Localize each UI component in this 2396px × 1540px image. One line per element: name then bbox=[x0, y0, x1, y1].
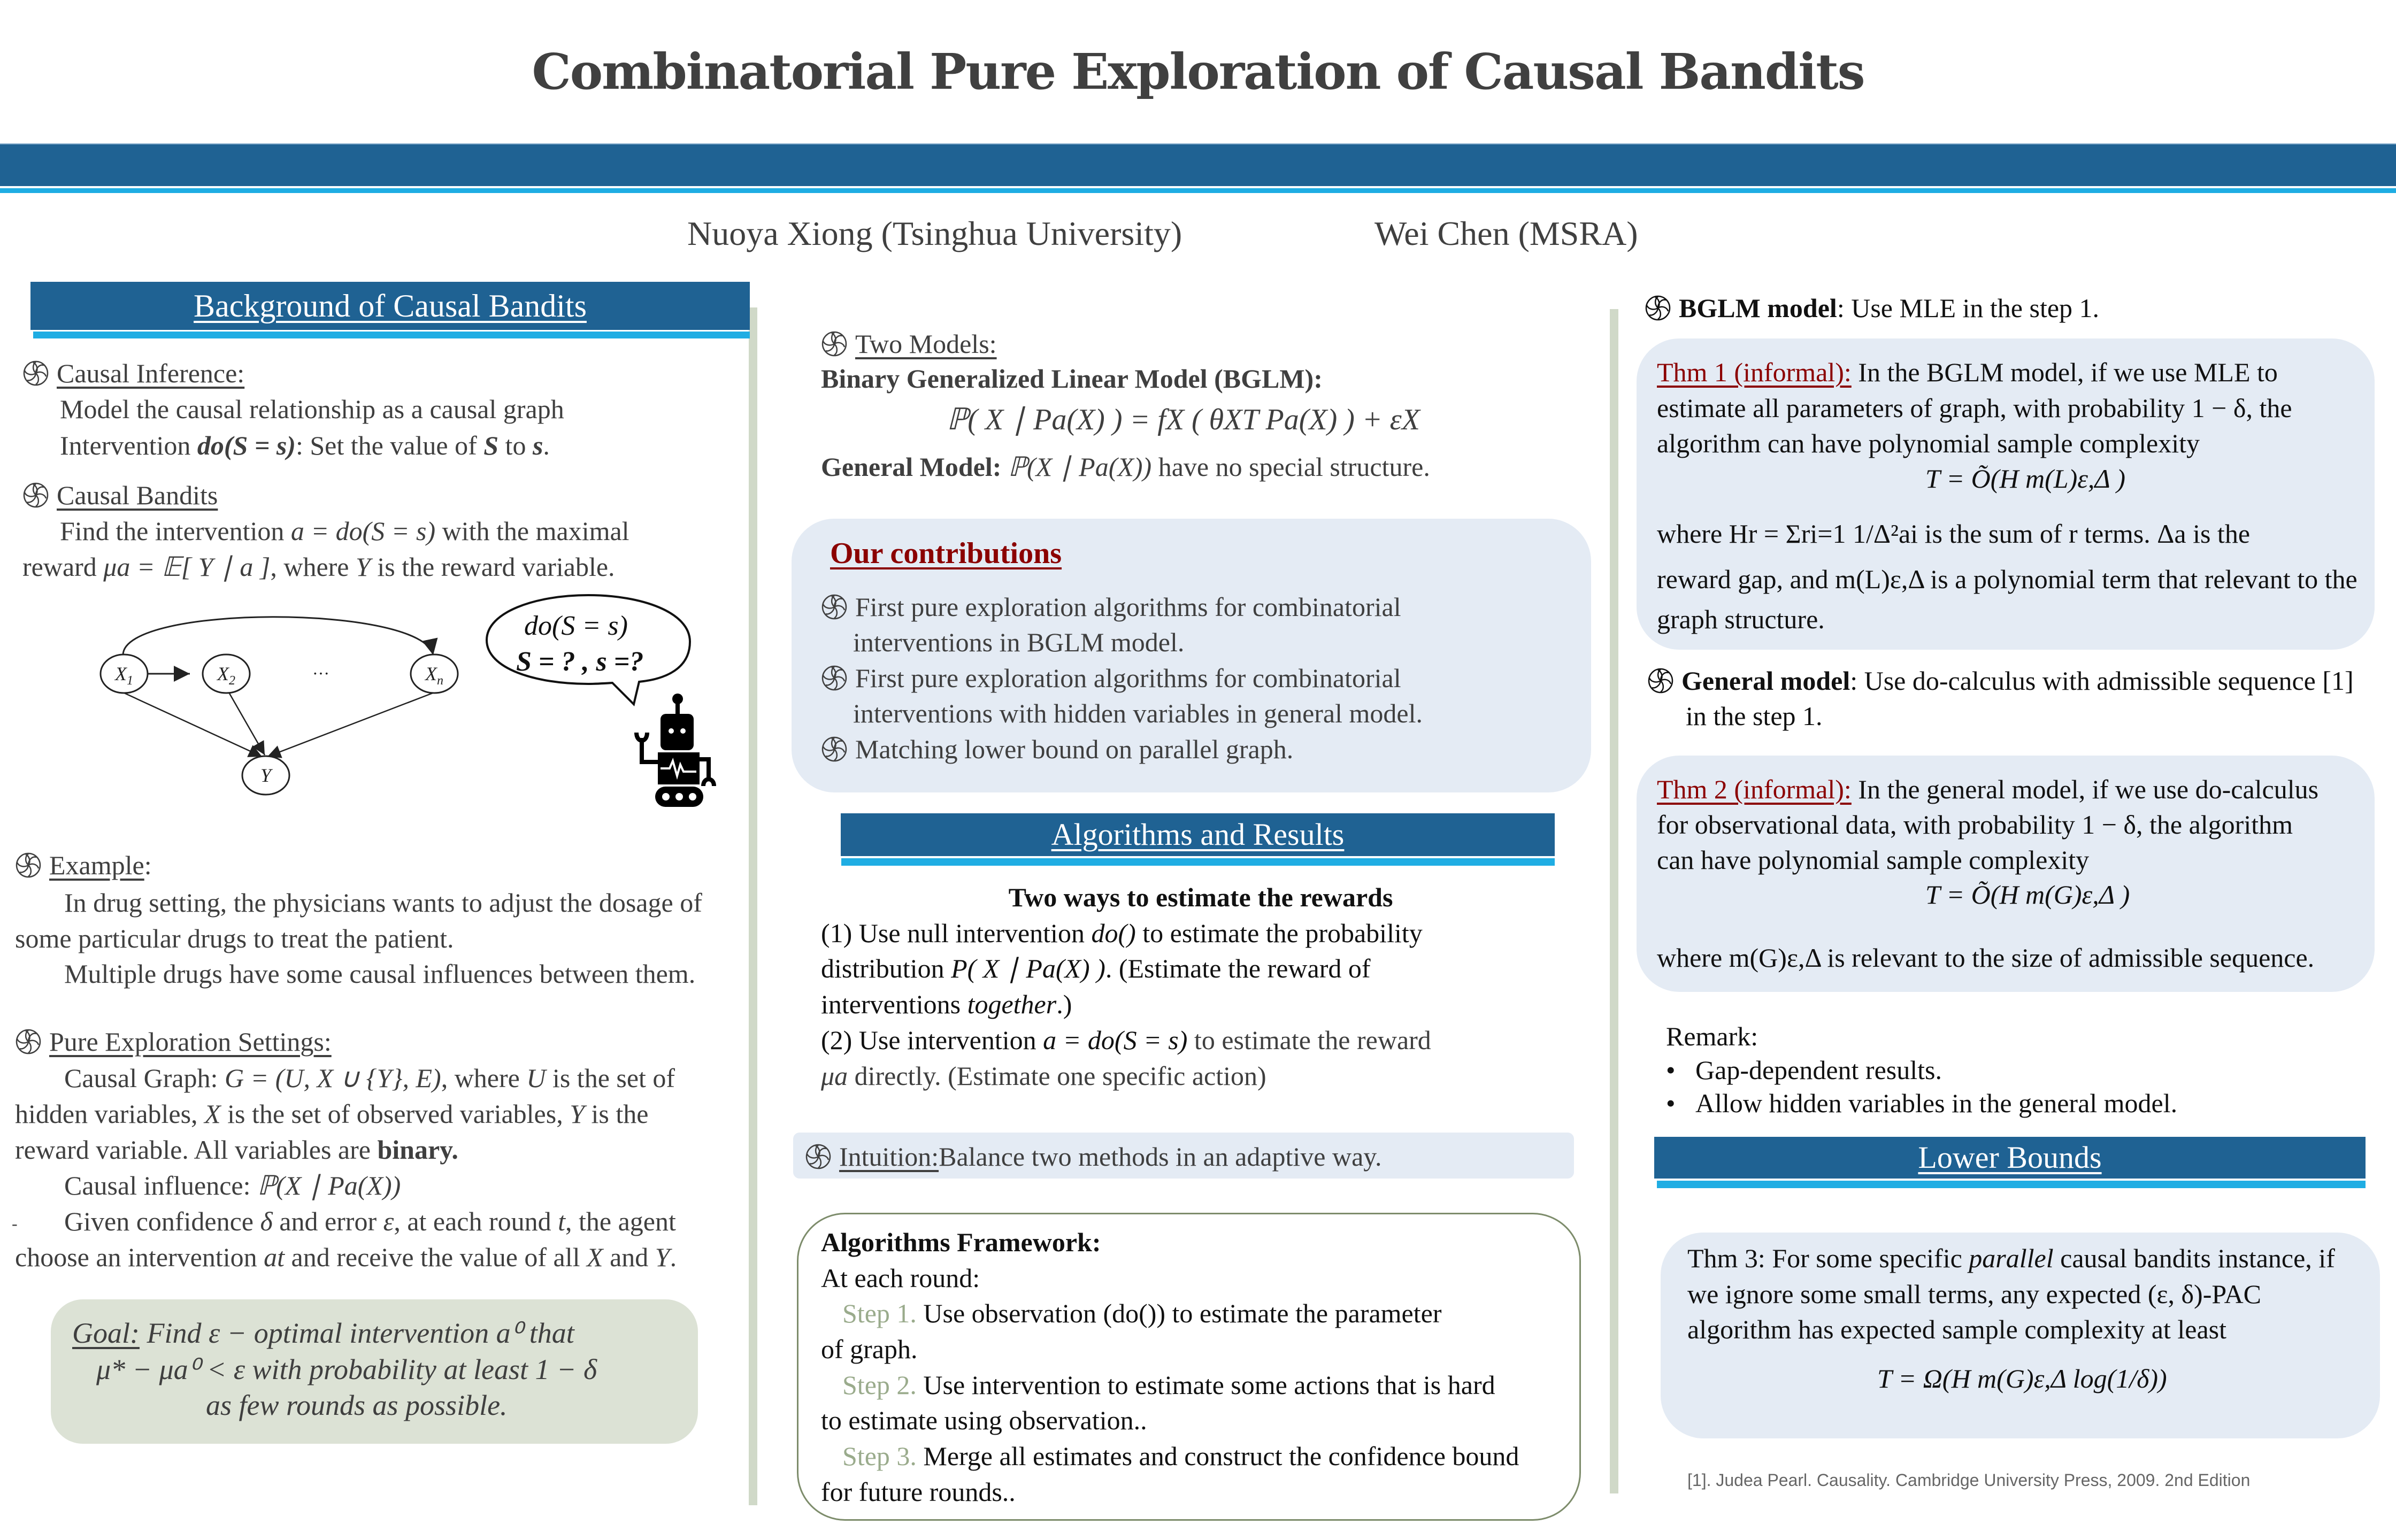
two-models-heading bbox=[821, 326, 997, 361]
text: . (Estimate the reward of bbox=[1105, 953, 1371, 983]
text: and bbox=[603, 1242, 655, 1272]
causal-inference-line1: Model the causal relationship as a causal graph bbox=[60, 394, 564, 424]
text: hidden variables, bbox=[15, 1099, 205, 1129]
goal-line2: μ* − μa⁰ < ε with probability at least 1 − δ bbox=[96, 1353, 597, 1385]
intuition-line bbox=[805, 1139, 1382, 1174]
thm3-line1 bbox=[1687, 1241, 2335, 1276]
text: : Use MLE in the step 1. bbox=[1837, 293, 2100, 323]
label: General Model: bbox=[821, 452, 1008, 482]
robot-icon bbox=[631, 692, 725, 807]
math: P( X ∣ Pa(X) ) bbox=[951, 953, 1105, 983]
thm3-line3: algorithm has expected sample complexity at least bbox=[1687, 1314, 2227, 1344]
thm1-line2: estimate all parameters of graph, with probability 1 − δ, the bbox=[1657, 393, 2292, 423]
example-heading bbox=[15, 848, 152, 883]
thm2-line3: can have polynomial sample complexity bbox=[1657, 845, 2090, 875]
section-title-lower-bounds: Lower Bounds bbox=[1918, 1140, 2102, 1175]
pure-exploration-line6 bbox=[15, 1239, 677, 1275]
text: Gap-dependent results. bbox=[1695, 1055, 1942, 1085]
way1-line1 bbox=[821, 915, 1423, 951]
math: Y bbox=[570, 1099, 585, 1129]
math: ε bbox=[383, 1206, 394, 1236]
swirl-icon bbox=[805, 1143, 832, 1170]
edge-x2-y bbox=[229, 692, 265, 755]
bglm-formula: ℙ( X ∣ Pa(X) ) = fX ( θXT Pa(X) ) + εX bbox=[947, 403, 1420, 436]
italic-text: together bbox=[967, 989, 1057, 1019]
example-line3: Multiple drugs have some causal influences between them. bbox=[64, 959, 696, 989]
text: is the set of observed variables, bbox=[220, 1099, 570, 1129]
contribution-item-cont: interventions in BGLM model. bbox=[853, 627, 1185, 657]
section-title-background: Background of Causal Bandits bbox=[194, 288, 587, 324]
edge-x1-xn bbox=[123, 617, 433, 655]
thm2-label: Thm 2 (informal): bbox=[1657, 774, 1852, 804]
text: .) bbox=[1056, 989, 1072, 1019]
pure-exploration-line3 bbox=[15, 1132, 458, 1167]
remark-title: Remark: bbox=[1666, 1021, 1758, 1051]
swirl-icon bbox=[1645, 295, 1671, 321]
text: : Set the value of bbox=[295, 430, 484, 460]
text: Use intervention to estimate some actions that is hard bbox=[916, 1370, 1495, 1400]
heading-text: Causal Bandits bbox=[57, 480, 218, 510]
text: First pure exploration algorithms for combinatorial bbox=[855, 663, 1401, 693]
text: have no special structure. bbox=[1151, 452, 1430, 482]
causal-bandits-heading bbox=[22, 478, 218, 513]
thm1-line4: where Hr = Σri=1 1/Δ²ai is the sum of r terms. Δa is the bbox=[1657, 519, 2251, 549]
thm3-formula: T = Ω(H m(G)ε,Δ log(1/δ)) bbox=[1877, 1364, 2167, 1393]
thm2-line4: where m(G)ε,Δ is relevant to the size of admissible sequence. bbox=[1657, 943, 2315, 973]
step-label: Step 2. bbox=[842, 1370, 917, 1400]
math: at bbox=[264, 1242, 285, 1272]
graph-ellipsis: ··· bbox=[312, 664, 329, 683]
text: Intervention bbox=[60, 430, 197, 460]
example-line2: some particular drugs to treat the patient. bbox=[15, 923, 454, 953]
poster-title: Combinatorial Pure Exploration of Causal Bandits bbox=[532, 43, 1864, 101]
thm1-line6: graph structure. bbox=[1657, 604, 1825, 634]
text: to estimate the reward bbox=[1187, 1025, 1431, 1055]
math: S bbox=[483, 430, 499, 460]
framework-step1-cont: of graph. bbox=[821, 1334, 918, 1364]
section-header-background bbox=[30, 282, 750, 330]
swirl-icon bbox=[821, 594, 848, 620]
general-model-line bbox=[821, 449, 1430, 484]
text: . bbox=[670, 1242, 677, 1272]
math: s bbox=[532, 430, 543, 460]
text: Find ε − optimal intervention a⁰ that bbox=[139, 1317, 574, 1349]
text: is the set of bbox=[546, 1063, 675, 1093]
text: In the BGLM model, if we use MLE to bbox=[1851, 357, 2278, 387]
thm1-line3: algorithm can have polynomial sample complexity bbox=[1657, 428, 2200, 458]
text: Allow hidden variables in the general model. bbox=[1695, 1088, 2178, 1118]
heading-text: Two Models: bbox=[855, 329, 997, 359]
bglm-label: Binary Generalized Linear Model (BGLM): bbox=[821, 364, 1323, 394]
heading-text: Example bbox=[49, 850, 144, 880]
text: Use observation (do()) to estimate the parameter bbox=[916, 1298, 1442, 1328]
thm2-formula: T = Õ(H m(G)ε,Δ ) bbox=[1925, 880, 2130, 910]
label: General model bbox=[1681, 666, 1850, 696]
framework-subtitle: At each round: bbox=[821, 1263, 980, 1293]
step-label: Step 3. bbox=[842, 1441, 917, 1471]
section-header-underbar bbox=[841, 858, 1555, 866]
text: distribution bbox=[821, 953, 951, 983]
text: choose an intervention bbox=[15, 1242, 264, 1272]
causal-graph-diagram bbox=[86, 594, 476, 807]
framework-step2-cont: to estimate using observation.. bbox=[821, 1405, 1147, 1435]
math: U bbox=[526, 1063, 546, 1093]
thm1-line5: reward gap, and m(L)ε,Δ is a polynomial term that relevant to the bbox=[1657, 564, 2357, 594]
math: t bbox=[558, 1206, 566, 1236]
general-method-line2: in the step 1. bbox=[1686, 701, 1823, 731]
swirl-icon bbox=[821, 330, 848, 357]
causal-inference-heading bbox=[22, 356, 244, 391]
thm1-label: Thm 1 (informal): bbox=[1657, 357, 1852, 387]
edge-xn-y bbox=[267, 692, 434, 757]
bold-text: binary. bbox=[377, 1135, 458, 1165]
math: δ bbox=[260, 1206, 273, 1236]
way2-line1 bbox=[821, 1022, 1431, 1058]
swirl-icon bbox=[821, 736, 848, 763]
text: Merge all estimates and construct the confidence bound bbox=[916, 1441, 1519, 1471]
reference: [1]. Judea Pearl. Causality. Cambridge University Press, 2009. 2nd Edition bbox=[1687, 1470, 2251, 1490]
math: μa = 𝔼[ Y ∣ a ] bbox=[103, 552, 271, 582]
framework-step1 bbox=[842, 1296, 1441, 1331]
section-header-underbar bbox=[33, 332, 750, 338]
header-band-light bbox=[0, 187, 2396, 193]
heading-text: Our contributions bbox=[830, 537, 1062, 570]
math: ℙ(X ∣ Pa(X)) bbox=[257, 1171, 401, 1200]
way2-line2 bbox=[821, 1058, 1266, 1094]
bglm-method-line bbox=[1645, 290, 2099, 326]
contributions-heading bbox=[830, 536, 1062, 571]
bubble-line2: S = ? , s =? bbox=[516, 646, 644, 677]
example-line1: In drug setting, the physicians wants to adjust the dosage of bbox=[64, 888, 702, 918]
node-y-label: Y bbox=[260, 765, 272, 786]
section-header-algorithms bbox=[841, 813, 1555, 856]
thm2-line1 bbox=[1657, 772, 2318, 807]
step-label: Step 1. bbox=[842, 1298, 917, 1328]
math: do() bbox=[1091, 918, 1136, 948]
contribution-item bbox=[821, 732, 1293, 767]
math: μa bbox=[821, 1061, 848, 1091]
thm1-line1 bbox=[1657, 355, 2278, 390]
thm1-formula: T = Õ(H m(L)ε,Δ ) bbox=[1925, 464, 2126, 494]
remark-item bbox=[1666, 1085, 2177, 1121]
pure-exploration-line2 bbox=[15, 1096, 648, 1131]
text: : Use do-calculus with admissible sequence [1] bbox=[1850, 666, 2354, 696]
text: . bbox=[543, 430, 550, 460]
text: to estimate the probability bbox=[1135, 918, 1423, 948]
column-divider-left bbox=[749, 307, 757, 1505]
pure-exploration-heading bbox=[15, 1024, 332, 1059]
math: a = do(S = s) bbox=[290, 516, 436, 546]
intuition-label: Intuition: bbox=[839, 1142, 939, 1172]
text: In the general model, if we use do-calculus bbox=[1851, 774, 2319, 804]
header-band-dark bbox=[0, 143, 2396, 186]
text: is the reward variable. bbox=[370, 552, 615, 582]
text: and receive the value of all bbox=[285, 1242, 587, 1272]
pure-exploration-line5 bbox=[64, 1204, 676, 1239]
text: Given confidence bbox=[64, 1206, 260, 1236]
heading-text: Pure Exploration Settings: bbox=[49, 1027, 332, 1057]
text: with the maximal bbox=[435, 516, 629, 546]
math: X bbox=[587, 1242, 603, 1272]
bubble-line1: do(S = s) bbox=[524, 611, 628, 641]
pure-exploration-line1 bbox=[64, 1060, 675, 1096]
goal-label: Goal: bbox=[72, 1317, 140, 1349]
framework-step3-cont: for future rounds.. bbox=[821, 1477, 1016, 1507]
general-method-line1 bbox=[1647, 663, 2354, 698]
swirl-icon bbox=[15, 1028, 42, 1055]
text: , at each round bbox=[394, 1206, 558, 1236]
causal-inference-line2 bbox=[60, 428, 550, 463]
text: directly. (Estimate one specific action) bbox=[848, 1061, 1266, 1091]
text: Causal influence: bbox=[64, 1171, 257, 1200]
text: Causal Graph: bbox=[64, 1063, 225, 1093]
pure-exploration-line4 bbox=[64, 1168, 401, 1203]
bullet: • bbox=[1666, 1055, 1696, 1085]
text: First pure exploration algorithms for combinatorial bbox=[855, 592, 1401, 622]
text: causal bandits instance, if bbox=[2053, 1243, 2335, 1273]
math: Y bbox=[356, 552, 371, 582]
swirl-icon bbox=[821, 665, 848, 691]
text: reward variable. All variables are bbox=[15, 1135, 378, 1165]
text: , where bbox=[270, 552, 356, 582]
node-x2-label: $X_2$ bbox=[217, 663, 235, 688]
text: (1) Use null intervention bbox=[821, 918, 1092, 948]
text: Balance two methods in an adaptive way. bbox=[939, 1142, 1382, 1172]
thm3-line2: we ignore some small terms, any expected (ε, δ)-PAC bbox=[1687, 1279, 2262, 1309]
section-header-lower-bounds bbox=[1654, 1137, 2366, 1179]
contribution-item bbox=[821, 589, 1401, 625]
framework-title: Algorithms Framework: bbox=[821, 1227, 1101, 1257]
swirl-icon bbox=[1647, 667, 1674, 694]
text: (2) Use intervention bbox=[821, 1025, 1043, 1055]
node-x1-label: $X_1$ bbox=[115, 663, 133, 688]
section-header-underbar bbox=[1657, 1181, 2366, 1188]
framework-step2 bbox=[842, 1367, 1495, 1403]
framework-step3 bbox=[842, 1438, 1519, 1474]
swirl-icon bbox=[22, 482, 49, 509]
node-xn-label: $X_n$ bbox=[425, 663, 443, 688]
stray-mark: - bbox=[12, 1214, 18, 1233]
edge-x1-y bbox=[123, 692, 262, 757]
text: to bbox=[498, 430, 533, 460]
math: X bbox=[204, 1099, 221, 1129]
text: and error bbox=[272, 1206, 383, 1236]
causal-bandits-line2 bbox=[22, 549, 615, 584]
section-title-algorithms: Algorithms and Results bbox=[1051, 817, 1345, 852]
text: interventions bbox=[821, 989, 967, 1019]
swirl-icon bbox=[22, 360, 49, 387]
math: ℙ(X ∣ Pa(X)) bbox=[1008, 452, 1152, 482]
math: G = (U, X ∪ {Y}, E) bbox=[224, 1063, 441, 1093]
text: is the bbox=[585, 1099, 649, 1129]
text: Matching lower bound on parallel graph. bbox=[855, 734, 1294, 764]
heading-text: Causal Inference: bbox=[57, 358, 245, 388]
math: do(S = s) bbox=[197, 430, 296, 460]
causal-bandits-line1 bbox=[60, 513, 629, 549]
text: Find the intervention bbox=[60, 516, 291, 546]
text: : bbox=[144, 850, 152, 880]
swirl-icon bbox=[15, 852, 42, 879]
way1-line3 bbox=[821, 987, 1072, 1022]
math: Y bbox=[655, 1242, 670, 1272]
two-ways-title: Two ways to estimate the rewards bbox=[1008, 882, 1393, 912]
text: reward bbox=[22, 552, 104, 582]
goal-line1 bbox=[72, 1315, 574, 1351]
bullet: • bbox=[1666, 1088, 1696, 1118]
goal-line3: as few rounds as possible. bbox=[206, 1389, 508, 1421]
contribution-item-cont: interventions with hidden variables in general model. bbox=[853, 698, 1423, 728]
column-divider-right bbox=[1610, 309, 1618, 1493]
remark-item bbox=[1666, 1052, 1942, 1088]
thm2-line2: for observational data, with probability 1 − δ, the algorithm bbox=[1657, 810, 2293, 840]
way1-line2 bbox=[821, 951, 1371, 986]
text: , the agent bbox=[565, 1206, 676, 1236]
italic-text: parallel bbox=[1969, 1243, 2054, 1273]
text: , where bbox=[441, 1063, 527, 1093]
author-1: Nuoya Xiong (Tsinghua University) bbox=[687, 214, 1182, 252]
contribution-item bbox=[821, 660, 1401, 696]
label: BGLM model bbox=[1679, 293, 1837, 323]
math: a = do(S = s) bbox=[1043, 1025, 1188, 1055]
text: Thm 3: For some specific bbox=[1687, 1243, 1969, 1273]
author-2: Wei Chen (MSRA) bbox=[1374, 214, 1638, 252]
